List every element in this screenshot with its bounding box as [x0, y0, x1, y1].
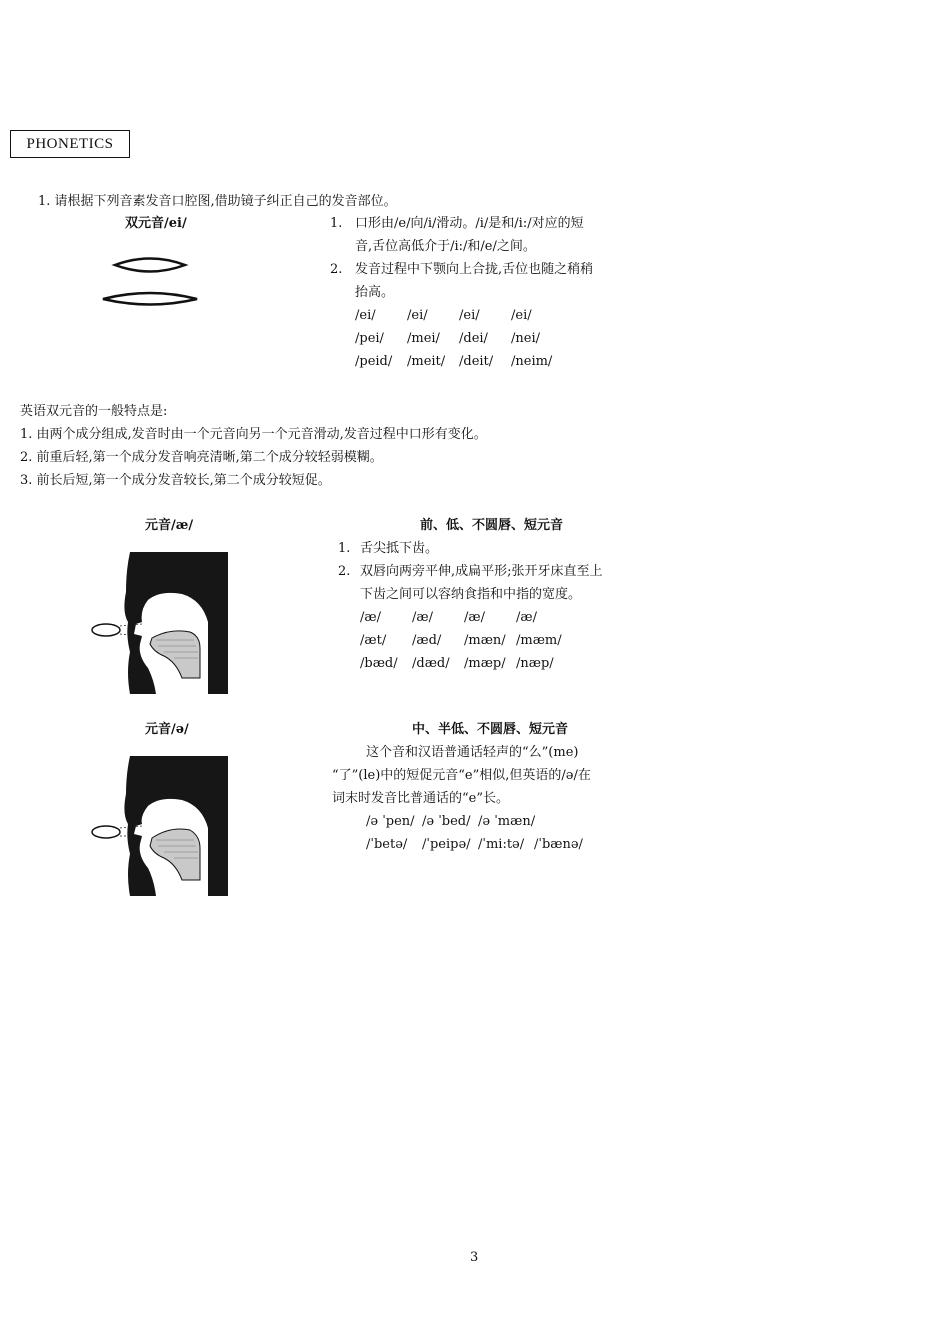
ei-note-2-num: 2.	[330, 262, 343, 277]
ei-examples-row-1	[355, 306, 563, 326]
example: /ei/	[511, 308, 532, 323]
page-number: 3	[470, 1250, 479, 1265]
example: /mæn/	[464, 633, 506, 648]
example: /æ/	[412, 610, 433, 625]
ae-mouth-diagram-figure	[90, 552, 230, 697]
example: /bæd/	[360, 656, 398, 671]
ae-note-2-line-2: 下齿之间可以容纳食指和中指的宽度。	[360, 587, 582, 602]
example: /ˈpeipə/	[422, 837, 471, 852]
example: /æt/	[360, 633, 387, 648]
example: /mæp/	[464, 656, 506, 671]
section-label: PHONETICS	[10, 130, 130, 158]
example: /neim/	[511, 354, 553, 369]
example: /mei/	[407, 331, 440, 346]
schwa-paragraph-line-1: 这个音和汉语普通话轻声的“么”(me)	[366, 745, 579, 760]
feature-item-1: 1. 由两个成分组成,发音时由一个元音向另一个元音滑动,发音过程中口形有变化。	[20, 427, 487, 442]
example: /ə ˈbed/	[422, 814, 471, 829]
example: /nei/	[511, 331, 540, 346]
example: /ei/	[407, 308, 428, 323]
example: /meit/	[407, 354, 446, 369]
schwa-paragraph-line-2: “了”(le)中的短促元音“e”相似,但英语的/ə/在	[332, 768, 591, 783]
example: /ˈbetə/	[366, 837, 408, 852]
schwa-title: 元音/ə/	[145, 722, 189, 737]
schwa-mouth-diagram-figure	[90, 756, 230, 901]
ei-examples-row-3	[355, 352, 563, 372]
example: /næp/	[516, 656, 554, 671]
example: /æ/	[360, 610, 381, 625]
schwa-paragraph-line-3: 词末时发音比普通话的“e”长。	[332, 791, 509, 806]
example: /ei/	[355, 308, 376, 323]
example: /ə ˈmæn/	[478, 814, 536, 829]
example: /pei/	[355, 331, 384, 346]
example: /ei/	[459, 308, 480, 323]
ae-note-2-line-1: 双唇向两旁平伸,成扁平形;张开牙床直至上	[360, 564, 603, 579]
example: /peid/	[355, 354, 393, 369]
schwa-examples-row-1	[366, 812, 534, 832]
ae-examples-row-3	[360, 654, 568, 674]
ae-note-1-line-1: 舌尖抵下齿。	[360, 541, 439, 556]
example: /ə ˈpen/	[366, 814, 415, 829]
example: /ˈmi:tə/	[478, 837, 525, 852]
schwa-heading: 中、半低、不圆唇、短元音	[412, 722, 569, 737]
ei-examples-row-2	[355, 329, 563, 349]
example: /æ/	[464, 610, 485, 625]
example: /dæd/	[412, 656, 450, 671]
ae-title: 元音/æ/	[145, 518, 194, 533]
ae-note-1-num: 1.	[338, 541, 351, 556]
example: /deit/	[459, 354, 494, 369]
ae-note-2-num: 2.	[338, 564, 351, 579]
example: /dei/	[459, 331, 488, 346]
ae-examples-row-1	[360, 608, 568, 628]
example: /æd/	[412, 633, 442, 648]
ei-note-1-line-2: 音,舌位高低介于/i:/和/e/之间。	[355, 239, 536, 254]
ei-note-1-line-1: 口形由/e/向/i/滑动。/i/是和/i:/对应的短	[355, 216, 584, 231]
feature-item-2: 2. 前重后轻,第一个成分发音响亮清晰,第二个成分较轻弱模糊。	[20, 450, 383, 465]
intro-instruction: 1. 请根据下列音素发音口腔图,借助镜子纠正自己的发音部位。	[38, 194, 397, 209]
schwa-examples-row-2	[366, 835, 590, 855]
ae-examples-row-2	[360, 631, 568, 651]
features-heading: 英语双元音的一般特点是:	[20, 404, 168, 419]
example: /ˈbænə/	[534, 837, 583, 852]
ei-title: 双元音/ei/	[125, 216, 187, 231]
ei-note-2-line-1: 发音过程中下颚向上合拢,舌位也随之稍稍	[355, 262, 594, 277]
example: /mæm/	[516, 633, 562, 648]
feature-item-3: 3. 前长后短,第一个成分发音较长,第二个成分较短促。	[20, 473, 331, 488]
ei-note-1-num: 1.	[330, 216, 343, 231]
ei-lip-shapes-figure	[100, 252, 200, 312]
ei-note-2-line-2: 抬高。	[355, 285, 395, 300]
example: /æ/	[516, 610, 537, 625]
ae-heading: 前、低、不圆唇、短元音	[420, 518, 564, 533]
